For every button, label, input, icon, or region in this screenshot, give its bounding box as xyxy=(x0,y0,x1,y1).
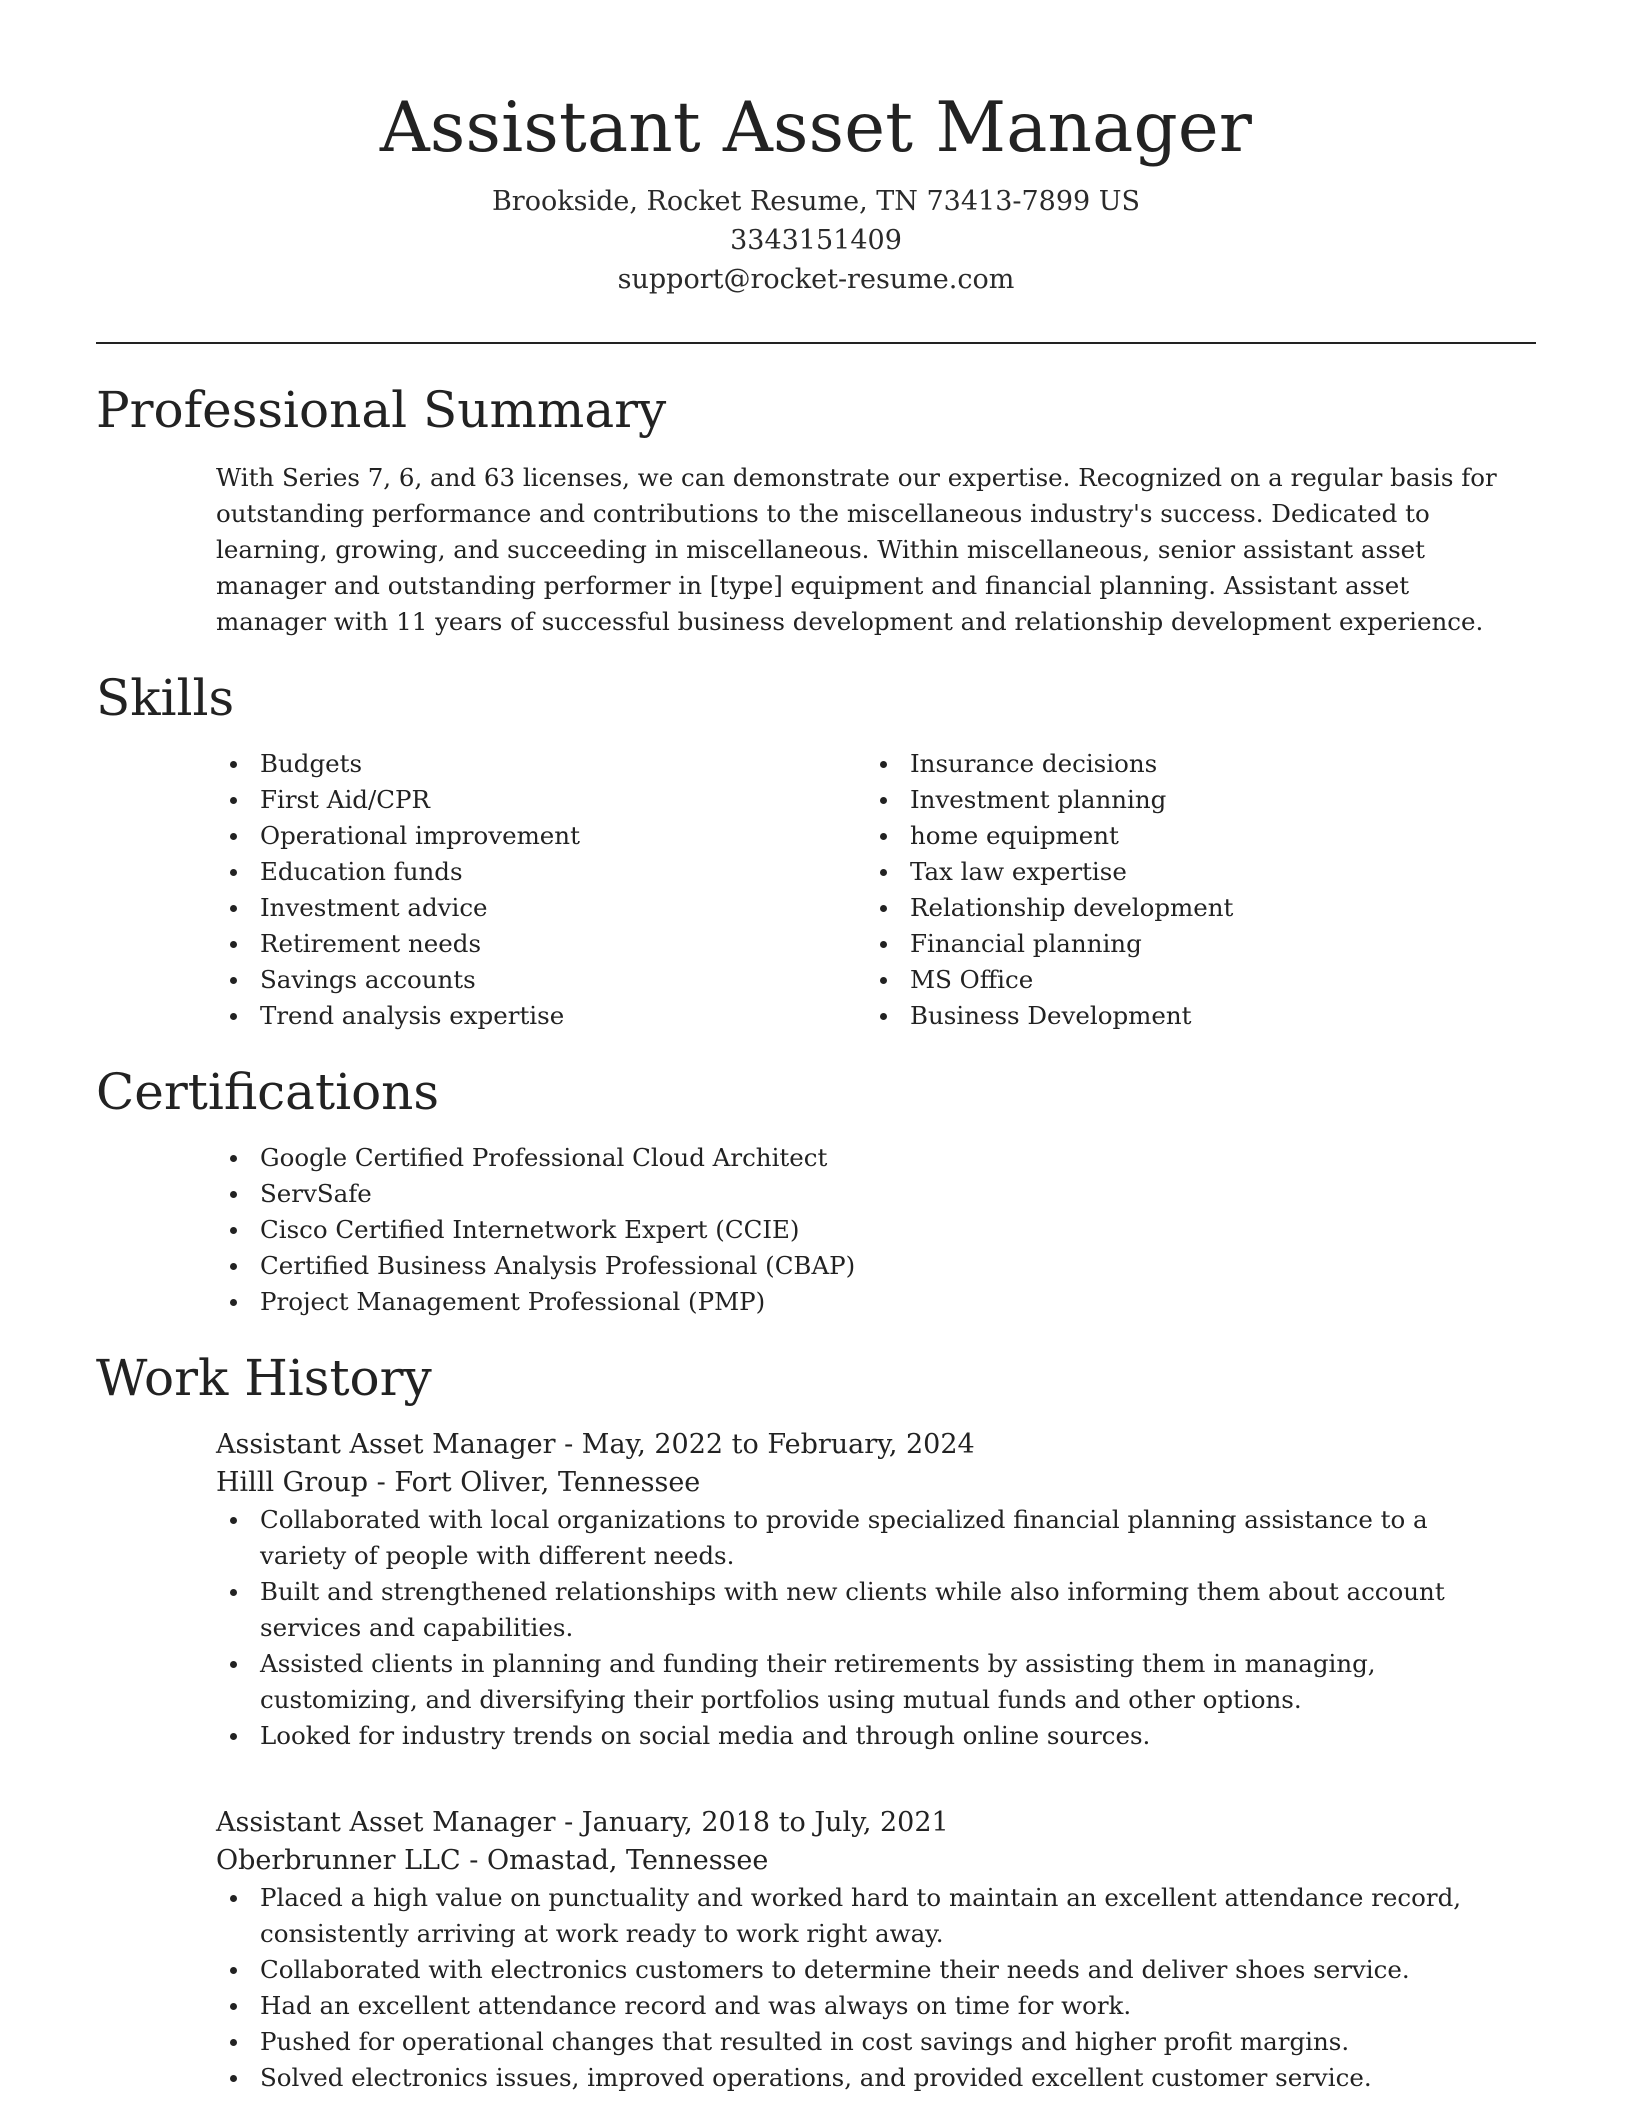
skills-left-column xyxy=(216,746,836,1034)
candidate-name: Assistant Asset Manager xyxy=(379,88,1253,168)
header-divider xyxy=(96,342,1536,344)
skill-item: home equipment xyxy=(866,818,1486,854)
certifications-heading: Certifications xyxy=(96,1063,440,1121)
email: support@rocket-resume.com xyxy=(617,264,1015,295)
summary-text: With Series 7, 6, and 63 licenses, we can demonstrate our expertise. Recognized on a regular basis for outstanding performance and contributions to the miscellaneous industry's success. Dedicated to learning, growing, and succeeding in miscellaneous. Within miscellaneous, senior assistant asset manager and outstanding performer in [type] equipment and financial planning. Assistant asset manager with 11 years of successful business development and relationship development experience. xyxy=(216,463,1497,636)
skill-item: MS Office xyxy=(866,962,1486,998)
job-bullet: Assisted clients in planning and funding their retirements by assisting them in managing, customizing, and diversifying their portfolios using mutual funds and other options. xyxy=(216,1646,1516,1718)
job-bullet: Looked for industry trends on social media and through online sources. xyxy=(216,1718,1516,1754)
skill-item: Insurance decisions xyxy=(866,746,1486,782)
skill-item: Financial planning xyxy=(866,926,1486,962)
resume-header xyxy=(0,0,1632,299)
certifications-list xyxy=(216,1140,1216,1320)
job-bullet: Collaborated with local organizations to provide specialized financial planning assistance to a variety of people with different needs. xyxy=(216,1502,1516,1574)
job-title-line: Assistant Asset Manager - January, 2018 to July, 2021 xyxy=(216,1807,949,1838)
job-bullet: Collaborated with electronics customers to determine their needs and deliver shoes service. xyxy=(216,1952,1516,1988)
certification-item: Cisco Certified Internetwork Expert (CCIE) xyxy=(216,1212,1216,1248)
job-company: Hilll Group xyxy=(216,1467,369,1498)
work-history-heading: Work History xyxy=(96,1349,432,1407)
job-entry xyxy=(216,1426,1516,1754)
job-bullets xyxy=(216,1502,1516,1754)
job-bullet: Built and strengthened relationships with new clients while also informing them about account services and capabilities. xyxy=(216,1574,1516,1646)
skill-item: Retirement needs xyxy=(216,926,836,962)
job-title-line: Assistant Asset Manager - May, 2022 to February, 2024 xyxy=(216,1429,975,1460)
skill-item: Investment advice xyxy=(216,890,836,926)
job-location: Omastad, Tennessee xyxy=(486,1845,769,1876)
skill-item: Relationship development xyxy=(866,890,1486,926)
job-location: Fort Oliver, Tennessee xyxy=(394,1467,701,1498)
skill-item: Investment planning xyxy=(866,782,1486,818)
skill-item: Business Development xyxy=(866,998,1486,1034)
job-bullets xyxy=(216,1880,1516,2096)
certification-item: Certified Business Analysis Professional (CBAP) xyxy=(216,1248,1216,1284)
skill-item: Budgets xyxy=(216,746,836,782)
skill-item: First Aid/CPR xyxy=(216,782,836,818)
summary-heading: Professional Summary xyxy=(96,381,667,439)
job-bullet: Solved electronics issues, improved operations, and provided excellent customer service. xyxy=(216,2060,1516,2096)
certification-item: ServSafe xyxy=(216,1176,1216,1212)
job-dates: May, 2022 to February, 2024 xyxy=(581,1429,975,1460)
skill-item: Tax law expertise xyxy=(866,854,1486,890)
job-company-line: Oberbrunner LLC - Omastad, Tennessee xyxy=(216,1845,769,1876)
job-bullet: Pushed for operational changes that resulted in cost savings and higher profit margins. xyxy=(216,2024,1516,2060)
skill-item: Trend analysis expertise xyxy=(216,998,836,1034)
job-bullet: Had an excellent attendance record and was always on time for work. xyxy=(216,1988,1516,2024)
job-dates: January, 2018 to July, 2021 xyxy=(581,1807,949,1838)
skill-item: Education funds xyxy=(216,854,836,890)
contact-info xyxy=(0,182,1632,299)
address: Brookside, Rocket Resume, TN 73413-7899 US xyxy=(491,186,1141,217)
skill-item: Savings accounts xyxy=(216,962,836,998)
skill-item: Operational improvement xyxy=(216,818,836,854)
certification-item: Google Certified Professional Cloud Architect xyxy=(216,1140,1216,1176)
job-entry xyxy=(216,1804,1516,2096)
job-company: Oberbrunner LLC xyxy=(216,1845,461,1876)
skills-right-column xyxy=(866,746,1486,1034)
phone: 3343151409 xyxy=(730,225,902,256)
certification-item: Project Management Professional (PMP) xyxy=(216,1284,1216,1320)
job-role: Assistant Asset Manager xyxy=(216,1429,556,1460)
skills-heading: Skills xyxy=(96,669,235,727)
job-bullet: Placed a high value on punctuality and worked hard to maintain an excellent attendance record, consistently arriving at work ready to work right away. xyxy=(216,1880,1516,1952)
job-role: Assistant Asset Manager xyxy=(216,1807,556,1838)
job-company-line: Hilll Group - Fort Oliver, Tennessee xyxy=(216,1467,701,1498)
